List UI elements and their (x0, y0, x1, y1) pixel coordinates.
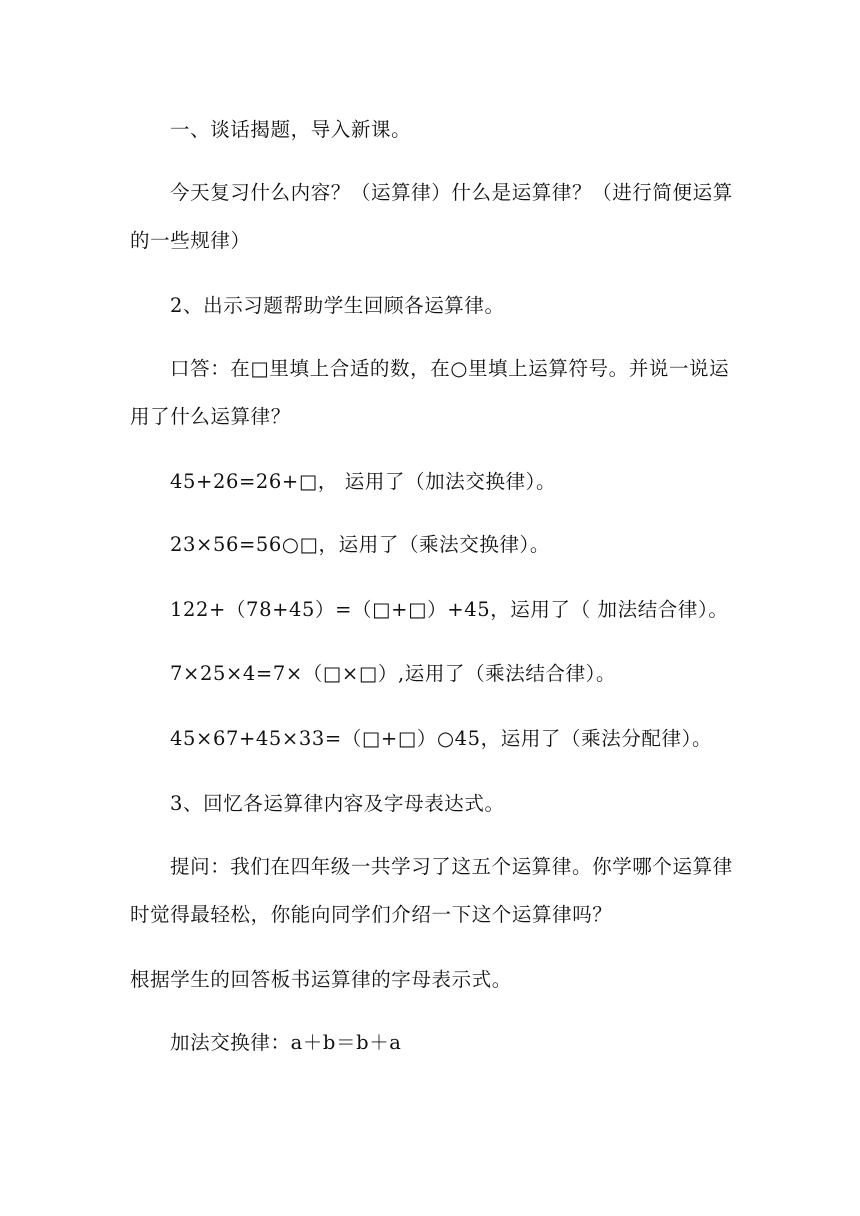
paragraph-oral-answer: 口答：在□里填上合适的数，在○里填上运算符号。并说一说运用了什么运算律？ (130, 357, 730, 428)
exercise-line-3: 122+（78+45）=（□+□）+45，运用了（ 加法结合律）。 (170, 598, 729, 621)
paragraph-question: 提问：我们在四年级一共学习了这五个运算律。你学哪个运算律时觉得最轻松，你能向同学们介绍一下这个运算律吗？ (130, 855, 733, 926)
section-heading-exercises: 2、出示习题帮助学生回顾各运算律。 (170, 294, 505, 317)
exercise-line-4: 7×25×4=7×（□×□）,运用了（乘法结合律）。 (170, 662, 617, 685)
formula-addition-commutative: 加法交换律：a＋b＝b＋a (170, 1031, 402, 1054)
paragraph-review-topic: 今天复习什么内容？（运算律）什么是运算律？（进行简便运算的一些规律） (130, 181, 733, 252)
exercise-line-5: 45×67+45×33=（□+□）○45，运用了（乘法分配律）。 (170, 727, 713, 750)
exercise-line-2: 23×56=56○□，运用了（乘法交换律）。 (170, 533, 551, 556)
section-heading-recall: 3、回忆各运算律内容及字母表达式。 (170, 792, 505, 815)
section-heading-intro: 一、谈话揭题，导入新课。 (170, 118, 412, 141)
paragraph-board-notes: 根据学生的回答板书运算律的字母表示式。 (130, 968, 512, 991)
exercise-line-1: 45+26=26+□， 运用了（加法交换律）。 (170, 470, 557, 493)
